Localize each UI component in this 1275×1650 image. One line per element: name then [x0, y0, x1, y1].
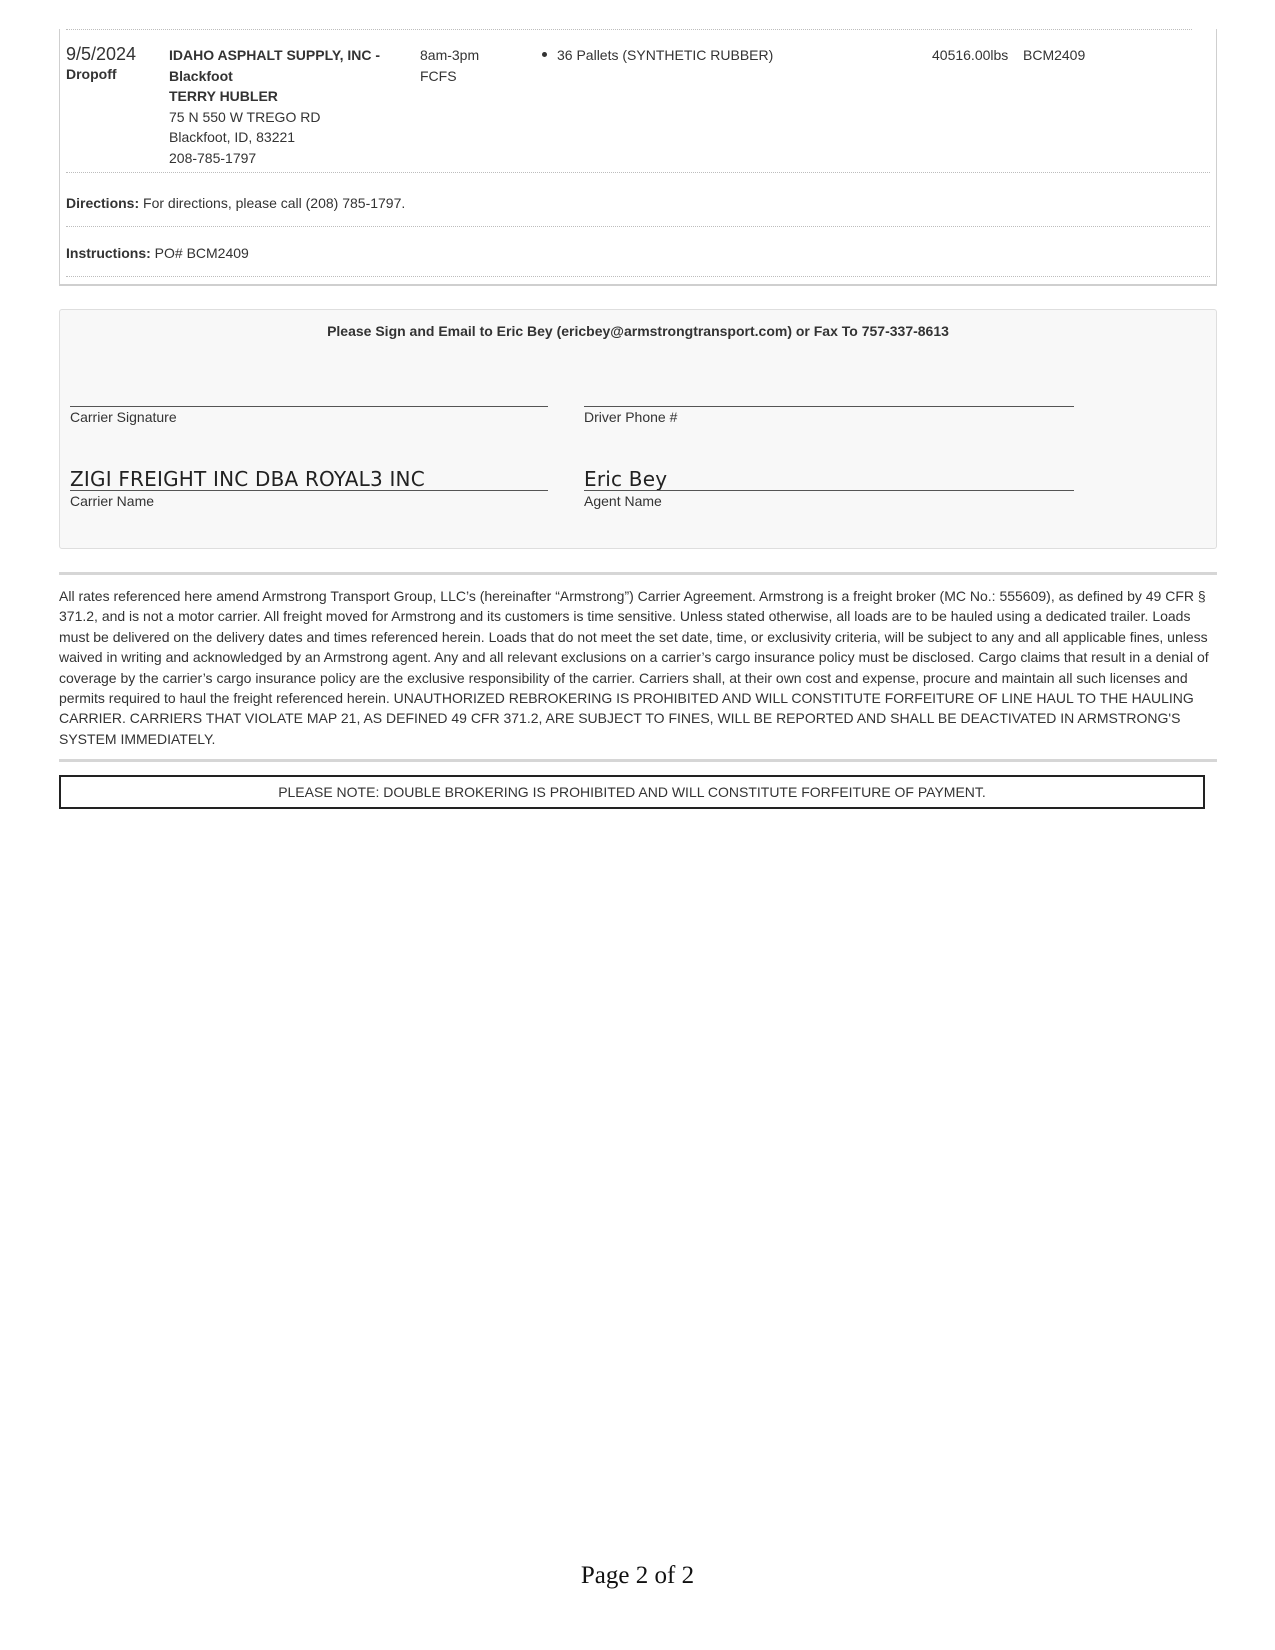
instructions-label: Instructions:	[66, 245, 151, 261]
stop-weight: 40516.00lbs	[932, 47, 1009, 63]
divider	[66, 226, 1210, 227]
directions-label: Directions:	[66, 195, 140, 211]
directions-text: For directions, please call (208) 785-1797.	[143, 195, 406, 211]
divider	[66, 29, 1192, 30]
agent-name-field[interactable]	[584, 490, 1074, 491]
contact-name: TERRY HUBLER	[169, 88, 278, 104]
carrier-signature-field[interactable]	[70, 406, 548, 407]
carrier-name-value: ZIGI FREIGHT INC DBA ROYAL3 INC	[70, 467, 425, 491]
bullet-icon	[542, 52, 547, 57]
terms-paragraph: All rates referenced here amend Armstrong Transport Group, LLC’s (hereinafter “Armstrong”) Carrier Agreement. Armstrong is a freight broker (MC No.: 555609), as defined by 49 CFR § 371.2, and is not a motor carrier. All freight moved for Armstrong and its customers is time sensitive. Unless stated otherwise, all loads are to be hauled using a dedicated trailer. Loads must be delivered on the delivery dates and times referenced herein. Loads that do not meet the set date, time, or exclusivity criteria, will be subject to any and all applicable fines, unless waived in writing and acknowledged by an Armstrong agent. Any and all relevant exclusions on a carrier’s cargo insurance policy must be disclosed. Cargo claims that result in a denial of coverage by the carrier’s cargo insurance policy are the exclusive responsibility of the carrier. Carriers shall, at their own cost and expense, procure and maintain all such licenses and permits required to haul the freight referenced herein. UNAUTHORIZED REBROKERING IS PROHIBITED AND WILL CONSTITUTE FORFEITURE OF LINE HAUL TO THE HAULING CARRIER. CARRIERS THAT VIOLATE MAP 21, AS DEFINED 49 CFR 371.2, ARE SUBJECT TO FINES, WILL BE REPORTED AND SHALL BE DEACTIVATED IN ARMSTRONG'S SYSTEM IMMEDIATELY.	[59, 588, 1209, 747]
facility-name-line2: Blackfoot	[169, 67, 233, 84]
page-number: Page 2 of 2	[580, 1562, 695, 1589]
facility-phone: 208-785-1797	[169, 149, 257, 166]
double-brokering-notice: PLEASE NOTE: DOUBLE BROKERING IS PROHIBITED AND WILL CONSTITUTE FORFEITURE OF PAYMENT.	[59, 775, 1205, 809]
divider	[59, 759, 1217, 762]
directions-row	[66, 195, 405, 211]
carrier-name-label: Carrier Name	[70, 493, 155, 509]
commodity-list	[542, 45, 773, 66]
appointment-type: FCFS	[420, 67, 457, 84]
stop-reference: BCM2409	[1023, 47, 1086, 63]
agent-name-label: Agent Name	[584, 493, 662, 509]
city-state-zip: Blackfoot, ID, 83221	[169, 129, 296, 145]
divider	[66, 172, 1210, 173]
commodity-text: 36 Pallets (SYNTHETIC RUBBER)	[557, 47, 774, 63]
divider	[59, 572, 1217, 575]
stop-details-box	[59, 29, 1217, 286]
stop-hours	[420, 45, 479, 86]
street-address: 75 N 550 W TREGO RD	[169, 108, 321, 125]
carrier-name-field[interactable]	[70, 490, 548, 491]
hours-window: 8am-3pm	[420, 47, 480, 63]
driver-phone-field[interactable]	[584, 406, 1074, 407]
stop-date: 9/5/2024	[66, 44, 137, 64]
facility-name-line1: IDAHO ASPHALT SUPPLY, INC -	[169, 47, 381, 63]
signature-heading: Please Sign and Email to Eric Bey (ericbey@armstrongtransport.com) or Fax To 757-337-8613	[327, 323, 949, 339]
instructions-text: PO# BCM2409	[154, 245, 249, 261]
stop-address	[169, 45, 380, 168]
driver-phone-label: Driver Phone #	[584, 409, 678, 425]
instructions-row	[66, 245, 249, 261]
stop-type: Dropoff	[66, 66, 117, 82]
agent-name-value: Eric Bey	[584, 467, 668, 491]
divider	[66, 276, 1210, 277]
carrier-signature-label: Carrier Signature	[70, 409, 177, 425]
commodity-item	[542, 45, 773, 66]
signature-box	[59, 309, 1217, 549]
